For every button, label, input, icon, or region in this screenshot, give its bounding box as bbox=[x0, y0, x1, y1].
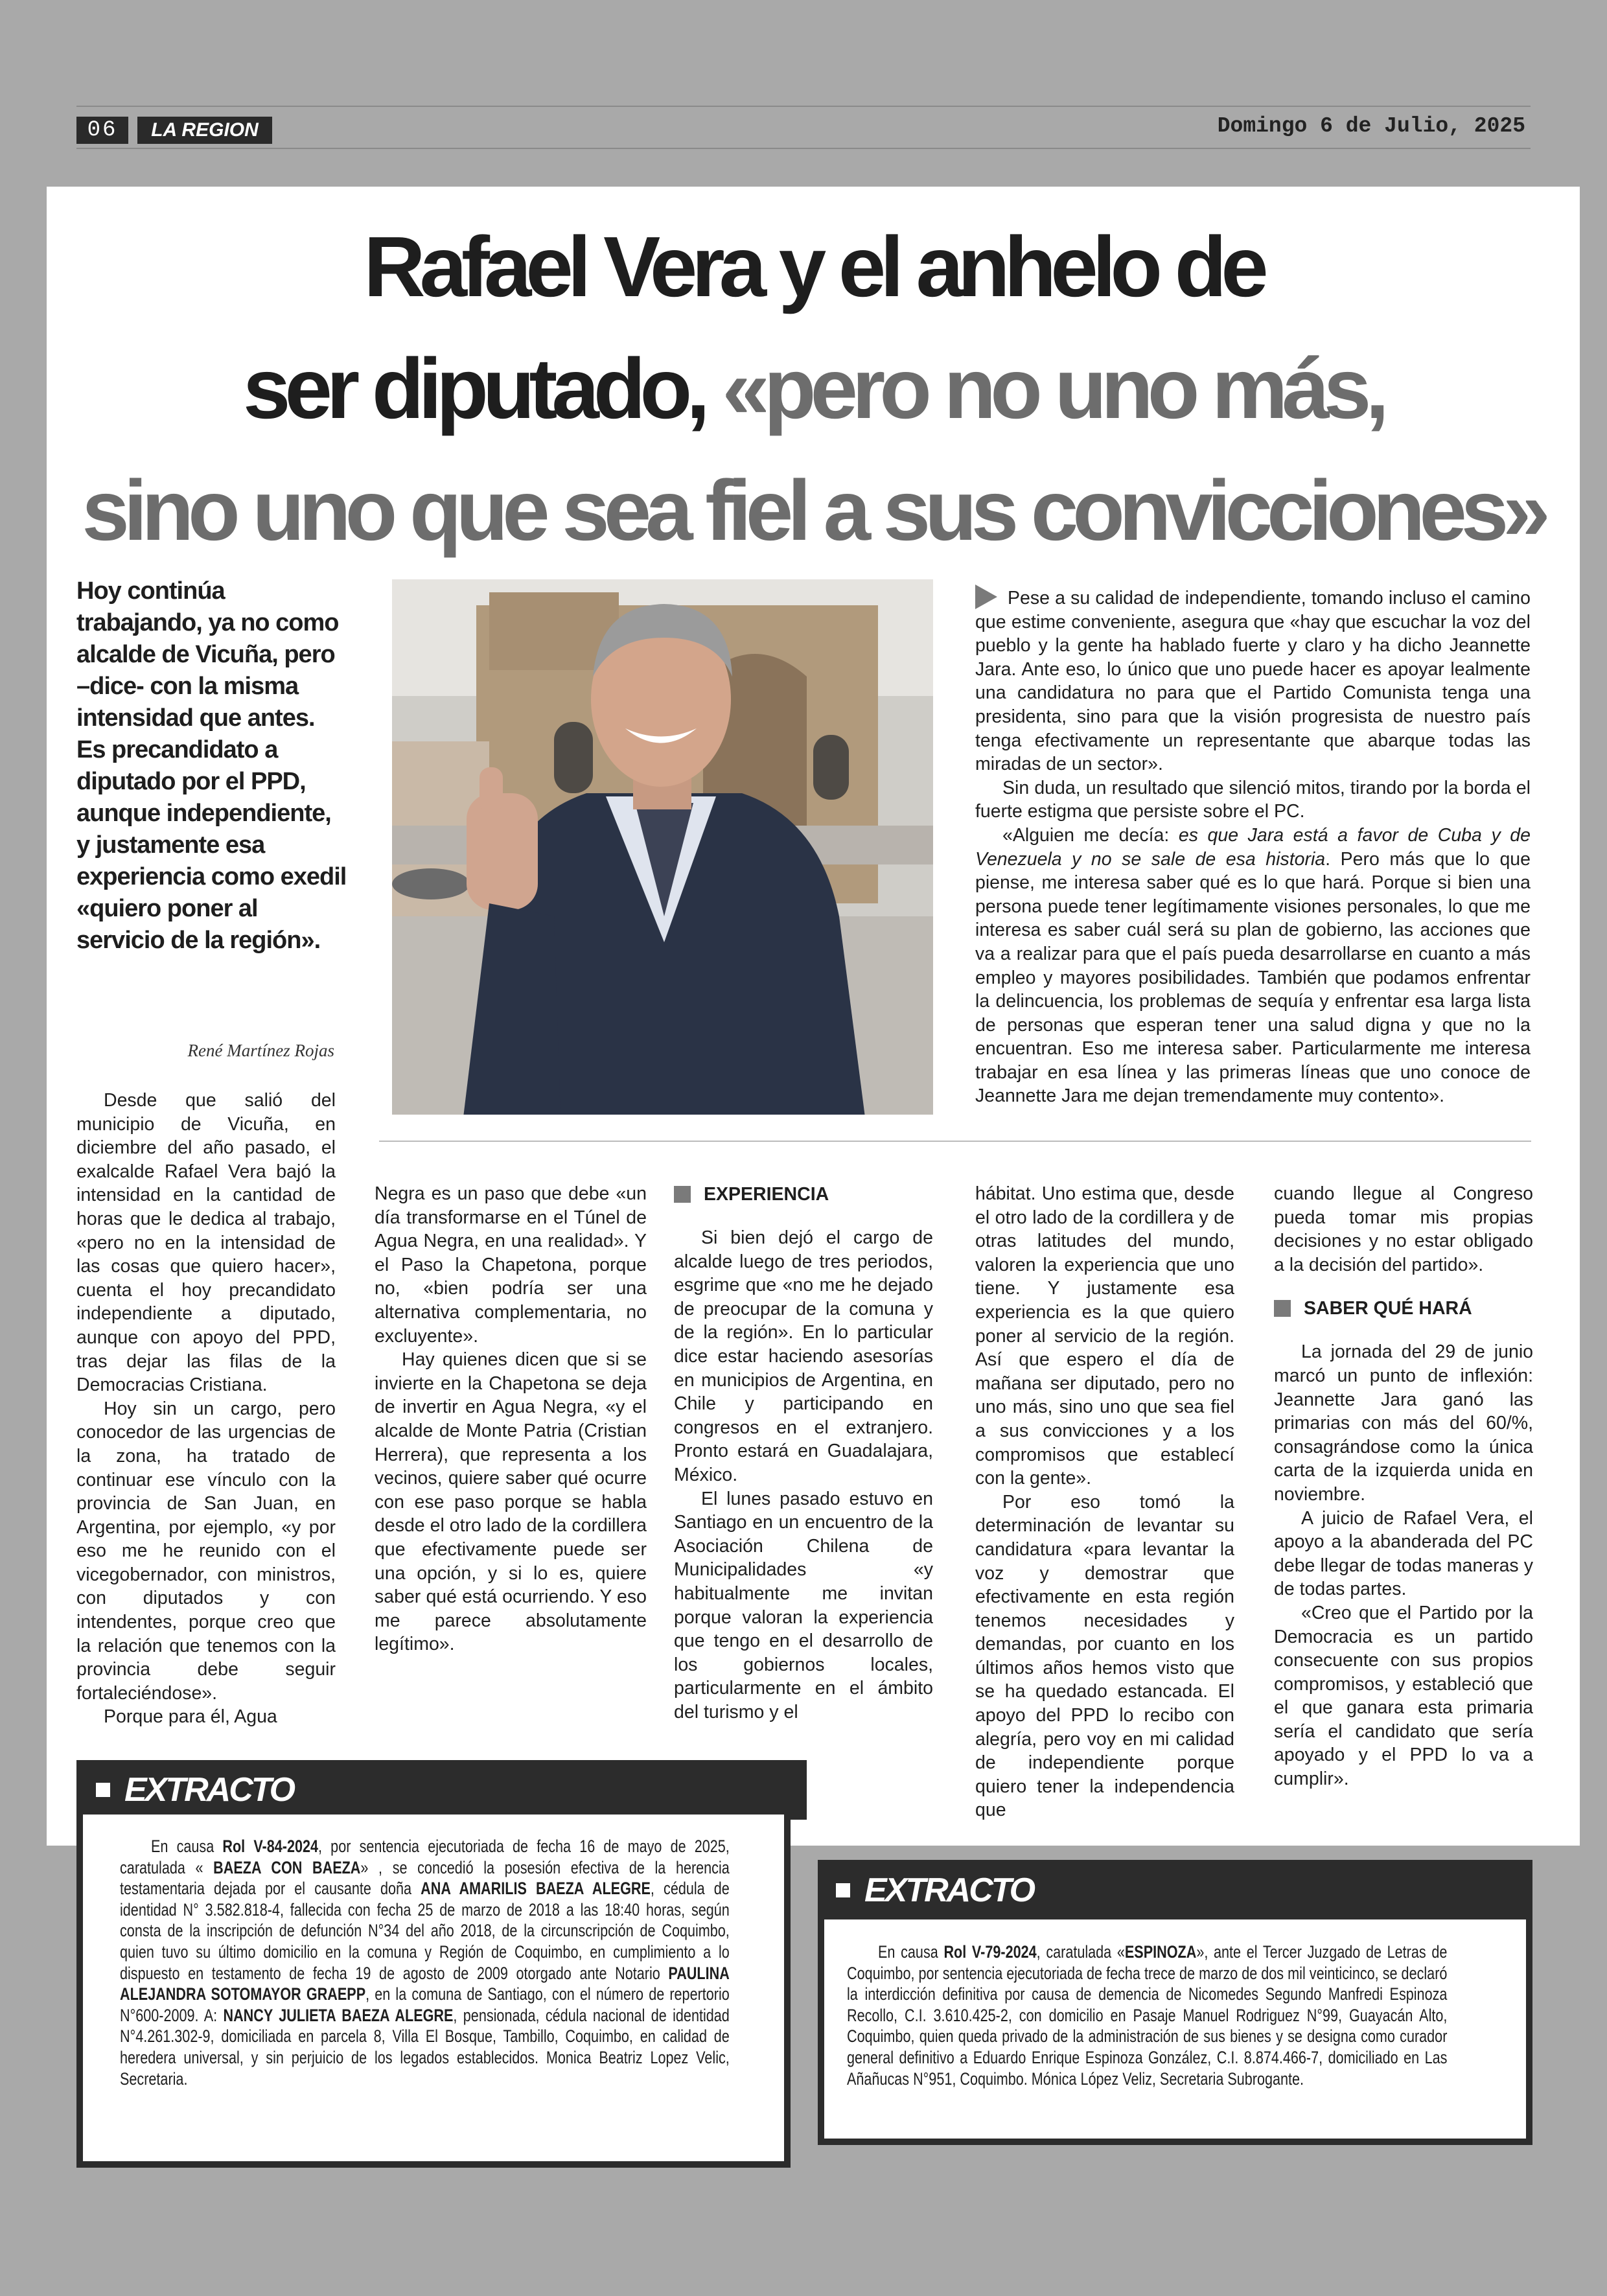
notice-text: », ante el Tercer Juzgado de Letras de Coquimbo, por sentencia ejecutoriada de fecha trece de marzo de dos mil veinticinco, se declaró la interdicción definitiva por causa de demencia de Nicomedes Segundo Manfredi Espinoza Recollo, C.I. 3.610.425-2, con domicilio en Pasaje Manuel Rodriguez N°99, Guayacán Alto, Coquimbo, quien queda privado de la administración de sus bienes y se designa como curador general definitivo a Eduardo Enrique Espinoza González, C.I. 8.874.466-7, domiciliado en Las Añañucas N°951, Coquimbo. Mónica López Veliz, Secretaria Subrogante. bbox=[847, 1942, 1448, 2089]
headline-line-3: sino uno que sea fiel a sus convicciones» bbox=[82, 463, 1545, 558]
extracto-2-title bbox=[836, 1870, 1034, 1911]
article-paragraph: Por eso tomó la determinación de levantar su candidatura «para levantar la voz y demostrar que efectivamente en esta región tenemos necesidades y demandas, por cuanto en los últimos años hemos visto que se ha quedado estancada. El apoyo del PPD lo recibo con alegría, pero voy en mi calidad de independiente porque quiero tener la independencia que bbox=[975, 1491, 1234, 1821]
article-paragraph: A juicio de Rafael Vera, el apoyo a la abanderada del PC debe llegar de todas maneras y de todas partes. bbox=[1274, 1507, 1533, 1600]
notice-text: , en la comuna de Santiago, con el número de repertorio N°600-2009. A: bbox=[120, 1984, 730, 2025]
headline-dark-part: ser diputado, bbox=[243, 341, 704, 436]
article-column-4 bbox=[975, 1182, 1234, 1822]
notice-bold: Rol V-84-2024 bbox=[222, 1837, 319, 1856]
article-column-5 bbox=[1274, 1182, 1533, 1791]
article-photo bbox=[392, 579, 933, 1115]
article-paragraph: Porque para él, Agua bbox=[104, 1706, 277, 1728]
section-subhead bbox=[674, 1182, 933, 1207]
notice-text: En causa bbox=[878, 1942, 944, 1962]
article-paragraph bbox=[975, 824, 1531, 1108]
notice-text: En causa bbox=[151, 1837, 223, 1856]
extracto-title-label: EXTRACTO bbox=[864, 1872, 1034, 1909]
notice-bold: PAULINA ALEJANDRA SOTOMAYOR GRAEPP bbox=[120, 1963, 730, 2004]
header-rule-top bbox=[76, 106, 1531, 107]
notice-bold: ESPINOZA bbox=[1124, 1942, 1197, 1962]
headline-line-2 bbox=[47, 343, 1580, 434]
notice-bold: BAEZA CON BAEZA bbox=[213, 1857, 361, 1877]
article-paragraph: El lunes pasado estuvo en Santiago en un encuentro de la Asociación Chilena de Municipalidades «y habitualmente me invitan porque valoran la experiencia que tengo en el desarrollo de los gobiernos locales, particularmente en el ámbito del turismo y el bbox=[674, 1488, 933, 1722]
article-paragraph: Sin duda, un resultado que silenció mitos, tirando por la borda el fuerte estigma que persiste sobre el PC. bbox=[975, 777, 1531, 822]
notice-bold: ANA AMARILIS BAEZA ALEGRE bbox=[421, 1879, 651, 1899]
extracto-title-label: EXTRACTO bbox=[124, 1771, 294, 1809]
extracto-1-text bbox=[120, 1836, 730, 2089]
headline-line-1: Rafael Vera y el anhelo de bbox=[364, 219, 1263, 314]
article-paragraph: cuando llegue al Congreso pueda tomar mis propias decisiones y no estar obligado a la decisión del partido». bbox=[1274, 1183, 1533, 1275]
square-bullet-icon bbox=[674, 1186, 691, 1203]
article-paragraph: Desde que salió del municipio de Vicuña, en diciembre del año pasado, el exalcalde Rafael Vera bajó la intensidad en la cantidad de horas que le dedica al trabajo, «pero no en la intensidad de las cosas que quiero hacer», cuenta el hoy precandidato independiente a diputado, aunque con apoyo del PPD, tras dejar las filas de la Democracias Cristiana. bbox=[76, 1090, 336, 1396]
legal-notice bbox=[120, 1836, 730, 2089]
page-number: 06 bbox=[76, 117, 128, 144]
author-byline: René Martínez Rojas bbox=[187, 1041, 334, 1060]
article-paragraph: Hay quienes dicen que si se invierte en la Chapetona se deja de invertir en Agua Negra, «y el alcalde de Monte Patria (Cristian Herrera), que representa a los vecinos, quiere saber qué ocurre con ese paso porque se habla desde el otro lado de la cordillera que efectivamente puede ser una opción, y si lo es, quiere saber qué está ocurriendo. Y eso me parece absolutamente legítimo». bbox=[375, 1349, 647, 1655]
subhead-label: SABER QUÉ HARÁ bbox=[1304, 1298, 1472, 1319]
article-paragraph bbox=[975, 585, 1531, 776]
extracto-1-title bbox=[96, 1769, 294, 1811]
notice-text: , cédula de identidad N° 3.582.818-4, fallecida con fecha 25 de marzo de 2018 a las 18:40 horas, según consta de la inscripción de defunción N°34 del año 2018, de la circunscripción de Coquimbo, quien tuvo su último domicilio en la comuna y Región de Coquimbo, en cumplimiento a lo dispuesto en testamento de fecha 19 de agosto de 2009 otorgado ante Notario bbox=[120, 1879, 730, 1983]
subhead-label: EXPERIENCIA bbox=[704, 1183, 829, 1205]
extracto-2-text bbox=[847, 1942, 1447, 2089]
issue-date: Domingo 6 de Julio, 2025 bbox=[1217, 114, 1525, 138]
notice-bold: Rol V-79-2024 bbox=[943, 1942, 1037, 1962]
article-right-column bbox=[975, 585, 1531, 1108]
square-bullet-icon bbox=[1274, 1300, 1291, 1317]
newspaper-logo: LA REGION bbox=[137, 117, 272, 144]
section-divider bbox=[379, 1141, 1531, 1142]
legal-notice bbox=[847, 1942, 1447, 2089]
article-paragraph: Si bien dejó el cargo de alcalde luego de tres periodos, esgrime que «no me he dejado de preocupar de la comuna y de la región». En lo particular dice estar haciendo asesorías en municipios de Argentina, en Chile y participando en congresos en el extranjero. Pronto estará en Guadalajara, México. bbox=[674, 1227, 933, 1485]
notice-text: » , se concedió la posesión efectiva de la herencia testamentaria dejada por el causante doña bbox=[120, 1857, 730, 1899]
play-arrow-icon bbox=[975, 585, 997, 609]
article-paragraph: Negra es un paso que debe «un día transformarse en el Túnel de Agua Negra, en una realidad». Y el Paso la Chapetona, porque no, «bien podría ser una alternativa complementaria, no excluyente». bbox=[375, 1183, 647, 1347]
paragraph-text: «Alguien me decía: bbox=[1002, 824, 1179, 846]
article-lead: Hoy continúa trabajando, ya no como alcalde de Vicuña, pero –dice- con la misma intensidad que antes. Es precandidato a diputado por el PPD, aunque independiente, y justamente esa experiencia como exedil «quiero poner al servicio de la región». bbox=[76, 577, 347, 954]
article-paragraph: «Creo que el Partido por la Democracia es un partido consecuente con sus propios compromisos, y estableció que el que ganara esta primaria sería el candidato que sería apoyado y el PPD lo va a cumplir». bbox=[1274, 1602, 1533, 1790]
section-subhead bbox=[1274, 1296, 1533, 1321]
paragraph-text: . Pero más que lo que piense, me interesa saber qué es lo que hará. Porque si bien una persona puede tener legítimamente visiones personales, lo que me interesa es saber cuál será su plan de gobierno, las acciones que va a realizar para que el país pueda desarrollarse en cuanto a más empleo y mayores posibilidades. También que podamos enfrentar la delincuencia, los problemas de sequía y enfrentar esa larga lista de personas que esperan tener una salud digna y que no la encuentran. Eso me interesa saber. Particularmente me interesa trabajar en esa línea y las primeras líneas que uno conoce de Jeannette Jara me dejan tremendamente muy contento». bbox=[975, 848, 1531, 1107]
notice-text: , caratulada « bbox=[1036, 1942, 1125, 1962]
square-bullet-icon bbox=[836, 1883, 850, 1897]
paragraph-text: Pese a su calidad de independiente, tomando incluso el camino que estime conveniente, asegura que «hay que escuchar la voz del pueblo y la gente ha hablado fuerte y claro y ha dicho Jeannette Jara. Ante eso, lo único que uno puede hacer es apoyar lealmente una candidatura no para que el Partido Comunista tenga una presidenta, sino para que la visión progresista de nuestro país tenga efectivamente un representante que abarque todas las miradas de un sector». bbox=[975, 588, 1531, 775]
quoted-phrase: es que Jara está a favor de Cuba y de Venezuela y no se sale de esa historia bbox=[975, 824, 1531, 870]
article-column-3 bbox=[674, 1182, 933, 1724]
headline-quote-part: «pero no uno más, bbox=[704, 341, 1383, 436]
notice-text: , pensionada, cédula nacional de identidad N°4.261.302-9, domiciliada en parcela 8, Villa El Bosque, Tambillo, Coquimbo, en calidad de heredera universal, y sin perjuicio de los legados establecidos. Monica Beatriz Lopez Velic, Secretaria. bbox=[120, 2005, 730, 2089]
article-column-2 bbox=[375, 1182, 647, 1656]
photo-illustration bbox=[392, 579, 933, 1115]
notice-text: , por sentencia ejecutoriada de fecha 16 de mayo de 2025, caratulada « bbox=[120, 1837, 730, 1877]
header-rule-bottom bbox=[76, 148, 1531, 149]
article-column-1 bbox=[76, 1089, 336, 1729]
notice-bold: NANCY JULIETA BAEZA ALEGRE bbox=[223, 2005, 454, 2025]
article-paragraph: hábitat. Uno estima que, desde el otro lado de la cordillera y de otras latitudes del mundo, valoren la experiencia que uno tiene. Y justamente esa experiencia es la que quiero poner al servicio de la región. Así que espero el día de mañana ser diputado, pero no uno más, sino uno que sea fiel a sus convicciones y a los compromisos que establecí con la gente». bbox=[975, 1183, 1234, 1489]
article-paragraph: La jornada del 29 de junio marcó un punto de inflexión: Jeannette Jara ganó las primarias con más del 60/%, consagrándose como la única carta de la izquierda unida en noviembre. bbox=[1274, 1341, 1533, 1505]
square-bullet-icon bbox=[96, 1783, 110, 1797]
article-paragraph: Hoy sin un cargo, pero conocedor de las urgencias de la zona, ha tratado de continuar ese vínculo con la provincia de San Juan, en Argentina, por ejemplo, «y por eso me he reunido con el vicegobernador, con ministros, con diputados y con intendentes, porque creo que la relación que tenemos con la provincia debe seguir fortaleciéndose». bbox=[76, 1398, 336, 1704]
